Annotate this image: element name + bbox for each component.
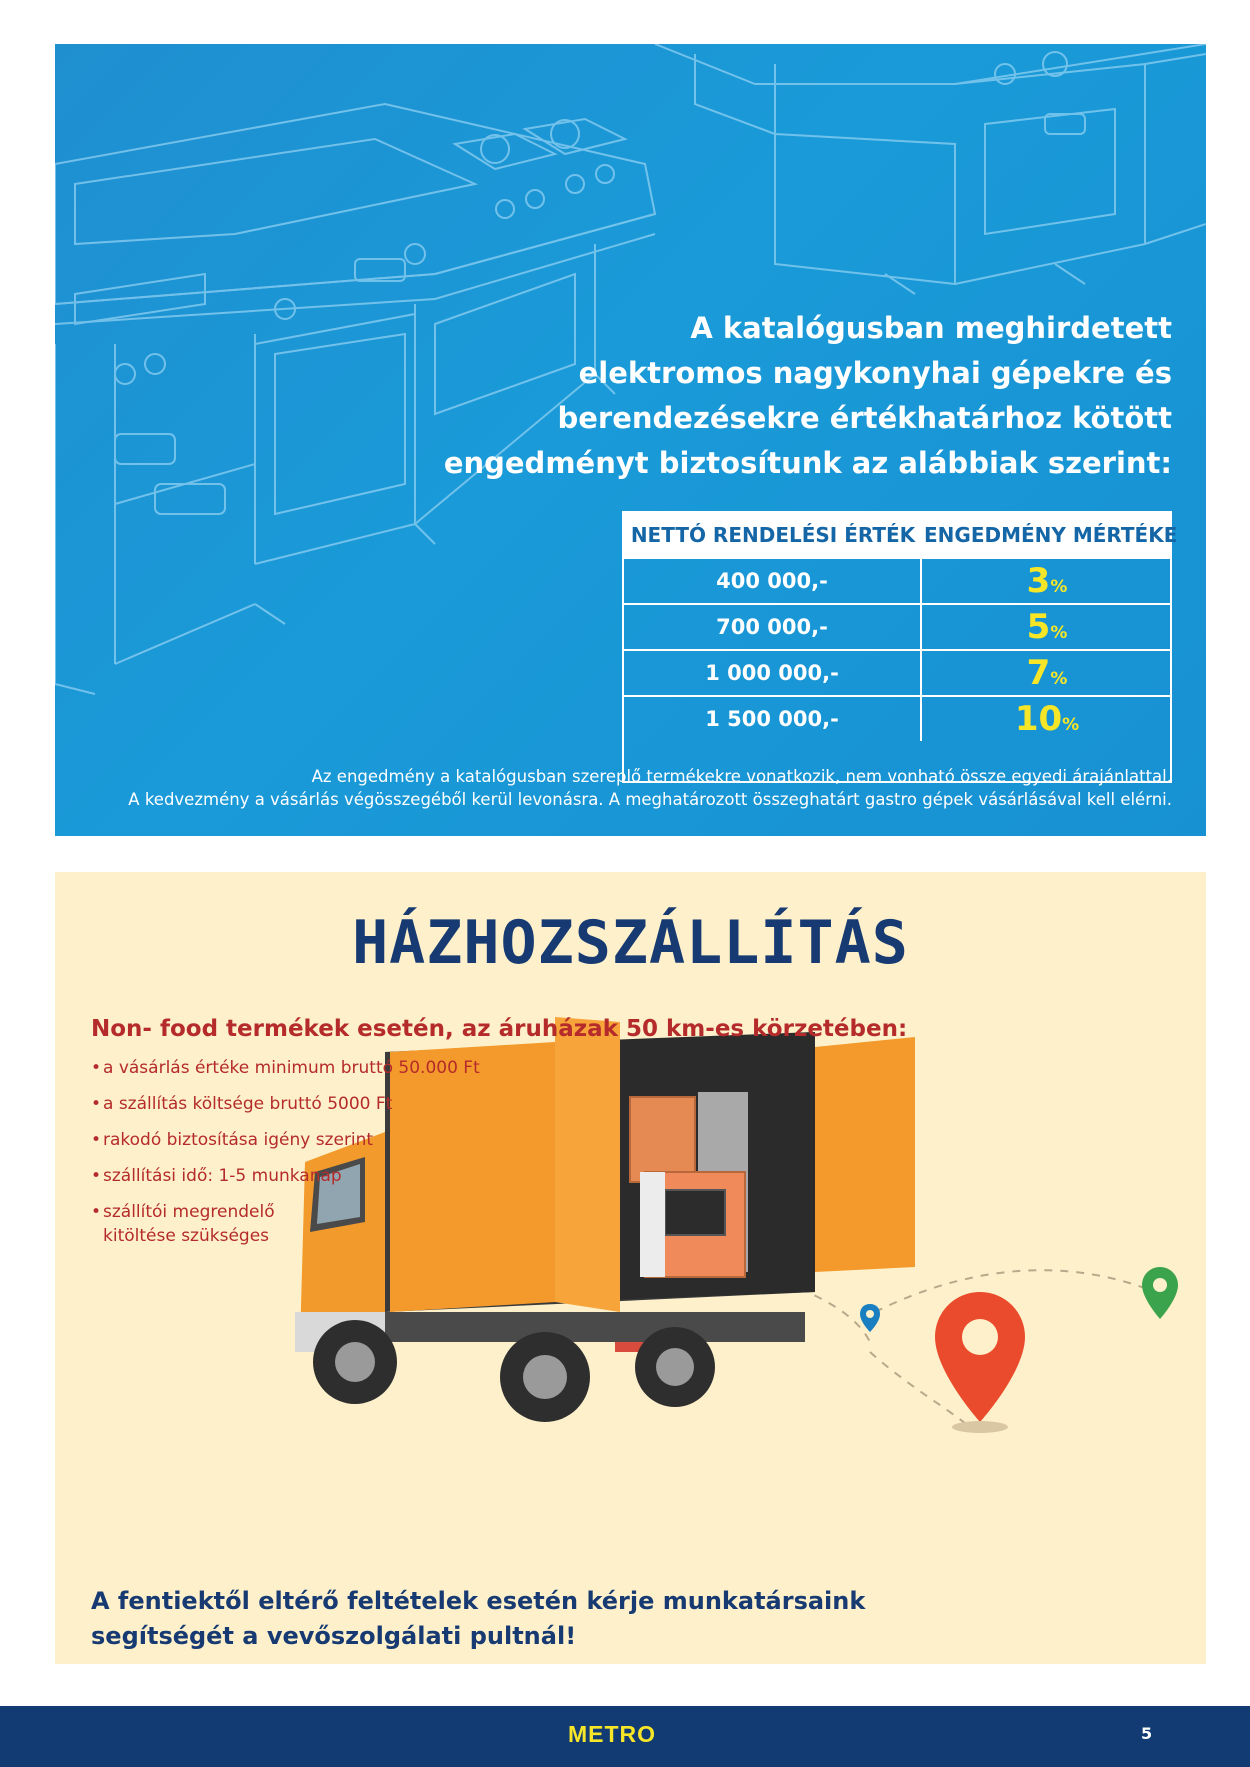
- column-divider: [920, 559, 922, 603]
- page-number: 5: [1141, 1724, 1153, 1743]
- list-item: • rakodó biztosítása igény szerint: [91, 1130, 374, 1150]
- delivery-panel: [55, 872, 1206, 1664]
- footer-note-line: segítségét a vevőszolgálati pultnál!: [91, 1622, 577, 1650]
- bullet-icon: •: [91, 1094, 102, 1114]
- list-item: • a vásárlás értéke minimum bruttó 50.000 Ft: [91, 1058, 480, 1078]
- delivery-footer-note: [91, 1584, 865, 1654]
- heading-line: elektromos nagykonyhai gépekre és: [578, 356, 1172, 390]
- bullet-icon: •: [91, 1130, 102, 1150]
- order-amount: 700 000,-: [716, 615, 828, 639]
- column-header-discount-rate: ENGEDMÉNY MÉRTÉKE: [924, 523, 1178, 547]
- delivery-title: HÁZHOZSZÁLLÍTÁS: [352, 908, 909, 978]
- discount-notes: [72, 765, 1172, 811]
- bottom-bar: [0, 1706, 1250, 1767]
- column-divider: [920, 697, 922, 741]
- footer-note-line: A fentiektől eltérő feltételek esetén kérje munkatársaink: [91, 1587, 866, 1615]
- discount-percent: 7%: [1026, 653, 1068, 693]
- heading-line: engedményt biztosítunk az alábbiak szerint:: [443, 446, 1172, 480]
- discount-percent: 3%: [1026, 561, 1068, 601]
- bullet-icon: •: [91, 1166, 102, 1186]
- order-amount: 1 500 000,-: [705, 707, 839, 731]
- list-item: • a szállítás költsége bruttó 5000 Ft: [91, 1094, 393, 1114]
- table-row: [624, 557, 1170, 603]
- metro-logo: METRO: [568, 1721, 657, 1747]
- order-amount: 400 000,-: [716, 569, 828, 593]
- list-item: • szállítói megrendelő kitöltése szükséges: [91, 1202, 275, 1246]
- discount-percent: 5%: [1026, 607, 1068, 647]
- location-pin-icon: [860, 1304, 880, 1332]
- discount-heading: [412, 306, 1172, 486]
- column-divider: [920, 605, 922, 649]
- truck-icon: [55, 872, 1206, 1664]
- note-line: Az engedmény a katalógusban szereplő termékekre vonatkozik, nem vonható össze egyedi árajánlattal.: [311, 767, 1172, 786]
- discount-panel: [55, 44, 1206, 836]
- table-row: [624, 603, 1170, 649]
- discount-percent: 10%: [1014, 699, 1080, 739]
- order-amount: 1 000 000,-: [705, 661, 839, 685]
- location-pin-icon: [1142, 1267, 1178, 1319]
- delivery-conditions-list: [91, 1056, 480, 1260]
- column-header-order-value: NETTÓ RENDELÉSI ÉRTÉK: [630, 523, 916, 547]
- heading-line: berendezésekre értékhatárhoz kötött: [557, 401, 1172, 435]
- list-item: • szállítási idő: 1-5 munkanap: [91, 1166, 342, 1186]
- heading-line: A katalógusban meghirdetett: [690, 311, 1172, 345]
- discount-table-header: [624, 513, 1178, 557]
- bullet-icon: •: [91, 1202, 102, 1222]
- note-line: A kedvezmény a vásárlás végösszegéből kerül levonásra. A meghatározott összeghatárt gastro gépek vásárlásával kell elérni.: [128, 790, 1172, 809]
- column-divider: [920, 651, 922, 695]
- delivery-subtitle: Non- food termékek esetén, az áruházak 50 km-es körzetében:: [91, 1016, 908, 1042]
- discount-table: [622, 511, 1178, 783]
- table-row: [624, 649, 1170, 695]
- bullet-icon: •: [91, 1058, 102, 1078]
